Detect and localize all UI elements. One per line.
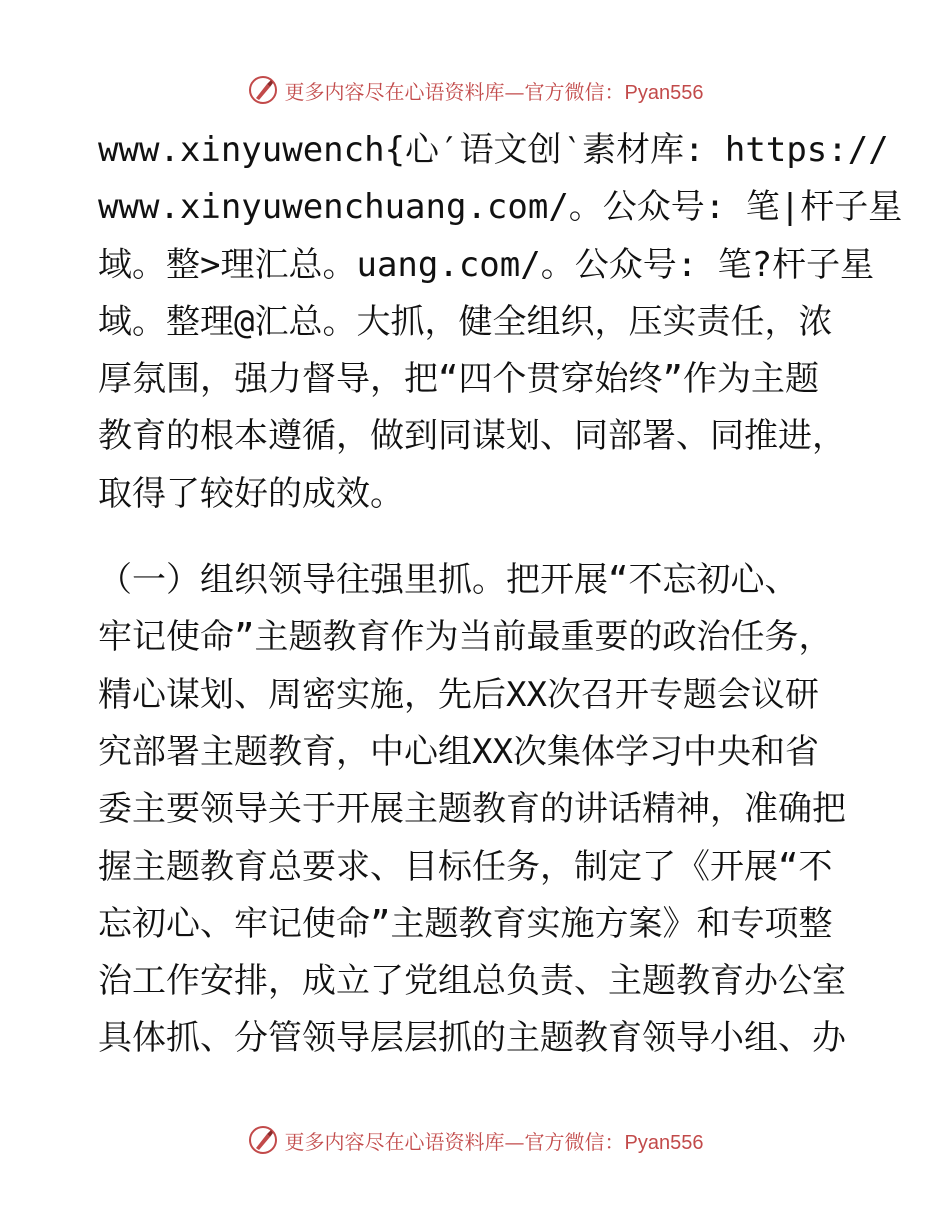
text-line: 取得了较好的成效。 xyxy=(98,473,404,514)
text-line: 究部署主题教育，中心组XX次集体学习中央和省 xyxy=(98,731,819,772)
paragraph-1 xyxy=(98,122,903,523)
document-body xyxy=(98,122,903,1068)
footer-banner-text xyxy=(285,1126,704,1155)
text-line: 委主要领导关于开展主题教育的讲话精神，准确把 xyxy=(98,789,846,830)
text-line: （一）组织领导往强里抓。把开展“不忘初心、 xyxy=(98,560,799,601)
footer-dash: — xyxy=(504,1129,525,1154)
footer-wechat-id: Pyan556 xyxy=(624,1131,704,1154)
text-line: 精心谋划、周密实施，先后XX次召开专题会议研 xyxy=(98,674,819,715)
text-line: 忘初心、牢记使命”主题教育实施方案》和专项整 xyxy=(98,903,833,944)
text-line: 教育的根本遵循，做到同谋划、同部署、同推进， xyxy=(98,416,846,457)
text-line: 牢记使命”主题教育作为当前最重要的政治任务， xyxy=(98,617,833,658)
text-line: 握主题教育总要求、目标任务，制定了《开展“不 xyxy=(98,846,833,887)
paragraph-2 xyxy=(98,552,868,1068)
text-line: www.xinyuwench{心′语文创‵素材库: https:// xyxy=(98,130,889,170)
footer-logo-text: 更多内容尽在心语资料库 xyxy=(284,1129,505,1154)
header-dash: — xyxy=(504,79,525,104)
footer-banner xyxy=(0,1120,950,1160)
text-line: 治工作安排，成立了党组总负责、主题教育办公室 xyxy=(98,961,846,1002)
header-wechat-id: Pyan556 xyxy=(624,81,704,104)
header-banner-text xyxy=(285,76,704,105)
text-line: 域。整>理汇总。uang.com/。公众号: 笔?杆子星 xyxy=(98,244,875,285)
text-line: 具体抓、分管领导层层抓的主题教育领导小组、办 xyxy=(98,1018,846,1059)
header-logo-text: 更多内容尽在心语资料库 xyxy=(284,79,505,104)
text-line: 域。整理@汇总。大抓，健全组织，压实责任，浓 xyxy=(98,301,833,342)
header-official-label: 官方微信： xyxy=(524,79,625,104)
pen-logo-icon xyxy=(247,1124,279,1156)
footer-official-label: 官方微信： xyxy=(524,1129,625,1154)
text-line: www.xinyuwenchuang.com/。公众号: 笔|杆子星 xyxy=(98,187,903,228)
paragraph-spacer xyxy=(98,523,868,552)
text-line: 厚氛围，强力督导，把“四个贯穿始终”作为主题 xyxy=(98,359,819,400)
header-banner xyxy=(0,70,950,110)
pen-logo-icon xyxy=(247,74,279,106)
